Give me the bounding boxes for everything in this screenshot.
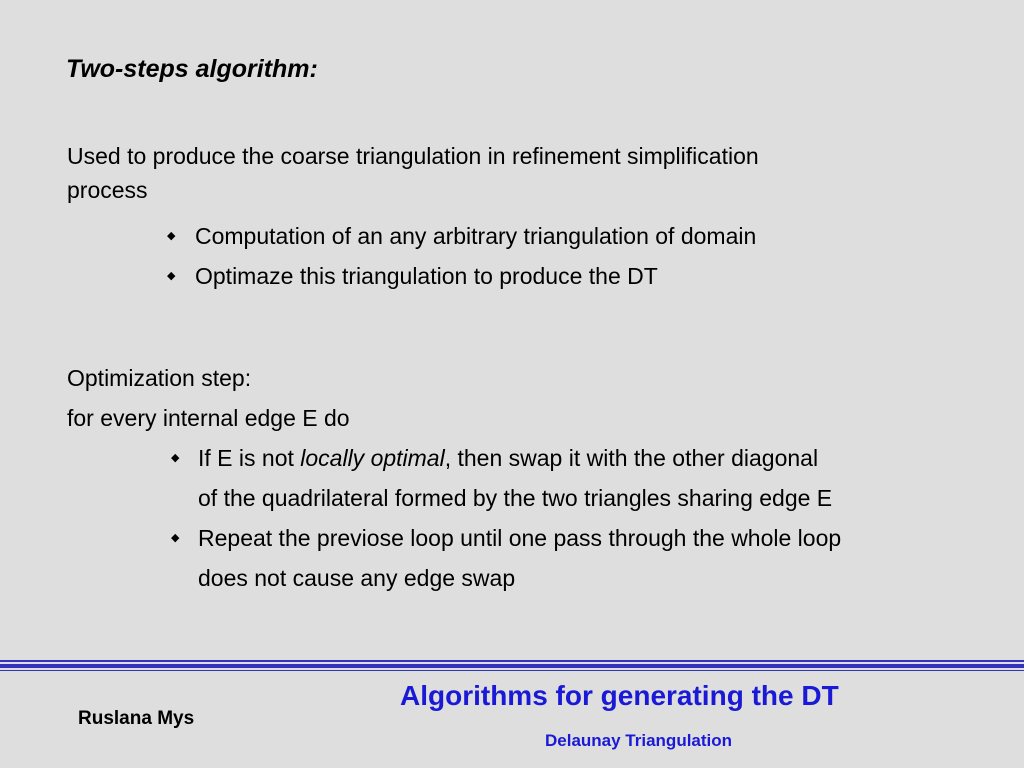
diamond-bullet-icon: ◆	[167, 270, 176, 282]
optimization-bullet-1-before: If E is not	[198, 445, 301, 471]
footer-divider-middle	[0, 664, 1024, 668]
locally-optimal-emphasis: locally optimal	[300, 445, 445, 471]
slide-title: Two-steps algorithm:	[66, 55, 318, 83]
diamond-bullet-icon: ◆	[171, 452, 180, 464]
optimization-bullet-2: Repeat the previose loop until one pass through the whole loop	[198, 525, 842, 551]
footer-author: Ruslana Mys	[78, 708, 195, 729]
intro-line-1: Used to produce the coarse triangulation in refinement simplification	[67, 143, 759, 169]
diamond-bullet-icon: ◆	[167, 230, 176, 242]
diamond-bullet-icon: ◆	[171, 532, 180, 544]
optimization-bullet-2-line-2: does not cause any edge swap	[198, 565, 516, 591]
footer-divider-top	[0, 660, 1024, 662]
optimization-bullet-1-after: , then swap it with the other diagonal	[444, 445, 819, 471]
optimization-bullet-1-line-2: of the quadrilateral formed by the two triangles sharing edge E	[198, 485, 833, 511]
footer-subtitle: Delaunay Triangulation	[545, 731, 733, 750]
intro-paragraph	[67, 139, 759, 207]
intro-line-2: process	[67, 177, 148, 203]
step-item-2: Optimaze this triangulation to produce the DT	[195, 263, 658, 289]
optimization-loop: for every internal edge E do	[67, 405, 350, 431]
optimization-bullet-1	[198, 438, 818, 478]
step-item-1: Computation of an any arbitrary triangulation of domain	[195, 223, 757, 249]
footer-title: Algorithms for generating the DT	[400, 680, 839, 711]
footer-divider-bottom	[0, 670, 1024, 671]
optimization-heading: Optimization step:	[67, 365, 252, 391]
